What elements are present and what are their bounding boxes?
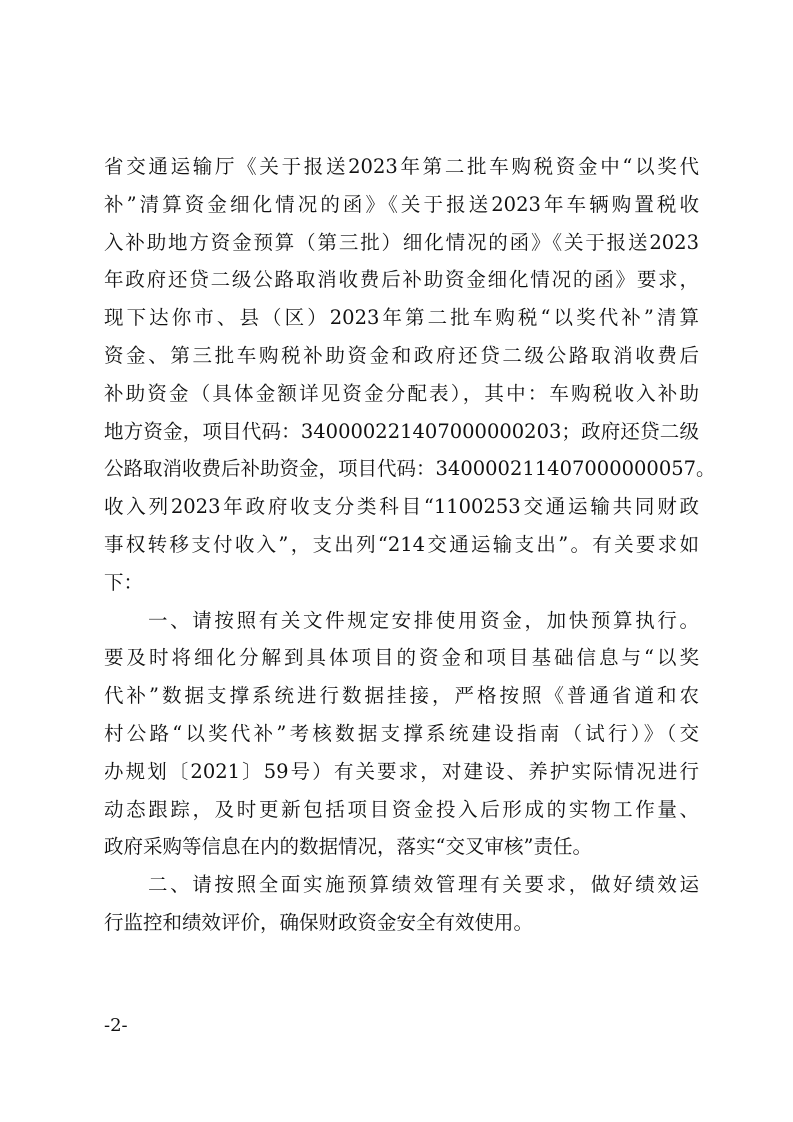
body-line-4: 年政府还贷二级公路取消收费后补助资金细化情况的函》要求，	[104, 268, 699, 292]
body-line-20: 二、请按照全面实施预算绩效管理有关要求，做好绩效运	[148, 873, 699, 897]
body-line-17: 办规划〔2021〕59号）有关要求，对建设、养护实际情况进行	[104, 759, 699, 783]
body-line-18: 动态跟踪，及时更新包括项目资金投入后形成的实物工作量、	[104, 797, 699, 821]
body-line-21: 行监控和绩效评价，确保财政资金安全有效使用。	[104, 910, 534, 934]
body-line-10: 收入列2023年政府收支分类科目“1100253交通运输共同财政	[104, 495, 699, 519]
body-line-5: 现下达你市、县（区）2023年第二批车购税“以奖代补”清算	[104, 306, 699, 330]
body-line-16: 村公路“以奖代补”考核数据支撑系统建设指南（试行）》（交	[104, 721, 699, 745]
body-line-6: 资金、第三批车购税补助资金和政府还贷二级公路取消收费后	[104, 343, 699, 367]
body-line-13: 一、请按照有关文件规定安排使用资金，加快预算执行。	[148, 608, 699, 632]
body-line-3: 入补助地方资金预算（第三批）细化情况的函》《关于报送2023	[104, 230, 699, 254]
body-line-1: 省交通运输厅《关于报送2023年第二批车购税资金中“以奖代	[104, 155, 699, 178]
body-line-19: 政府采购等信息在内的数据情况，落实“交叉审核”责任。	[104, 835, 592, 859]
body-line-7: 补助资金（具体金额详见资金分配表），其中：车购税收入补助	[104, 381, 699, 405]
body-line-8: 地方资金，项目代码：340000221407000000203；政府还贷二级	[104, 419, 699, 443]
page-number: -2-	[104, 1015, 128, 1036]
body-line-15: 代补”数据支撑系统进行数据挂接，严格按照《普通省道和农	[104, 684, 699, 708]
body-line-11: 事权转移支付收入”，支出列“214交通运输支出”。有关要求如	[104, 532, 699, 556]
body-line-9: 公路取消收费后补助资金，项目代码：340000211407000000057。	[104, 457, 716, 481]
body-line-12: 下：	[104, 570, 144, 594]
document-body	[104, 148, 716, 942]
body-line-14: 要及时将细化分解到具体项目的资金和项目基础信息与“以奖	[104, 646, 699, 670]
body-line-2: 补”清算资金细化情况的函》《关于报送2023年车辆购置税收	[104, 192, 699, 216]
